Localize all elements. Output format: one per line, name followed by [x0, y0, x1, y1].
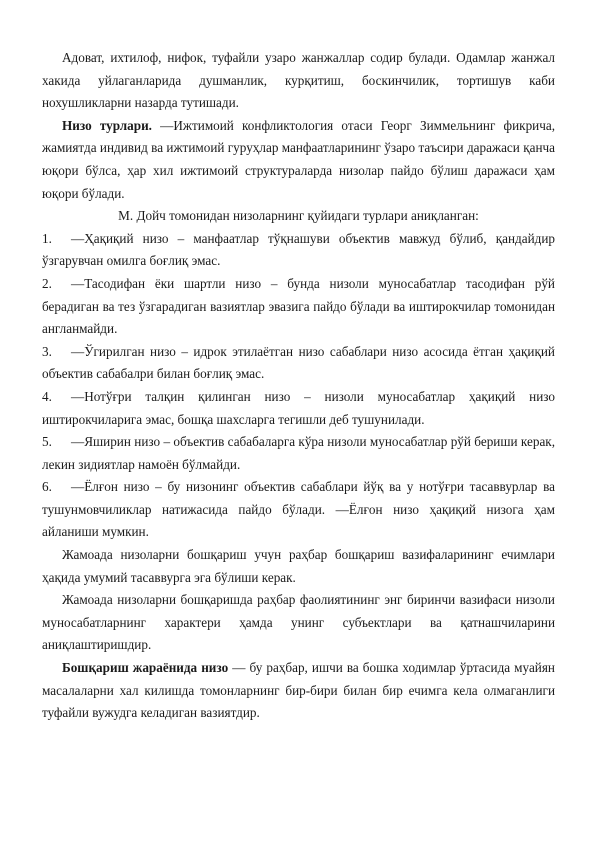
list-item-text: ―Ёлғон низо – бу низонинг объектив сабаблари йўқ ва у нотўғри тасаввурлар ва тушунмовчиликлар натижасида пайдо бўлади. ―Ёлғон низо ҳақиқий низога ҳам айланиши мумкин. — [42, 479, 555, 540]
list-item — [42, 431, 555, 476]
list-item-number: 3. — [42, 343, 52, 359]
list-item — [42, 228, 555, 273]
paragraph-conflict-types — [42, 115, 555, 205]
list-item-text: ―Ҳақиқий низо – манфаатлар тўқнашуви объектив мавжуд бўлиб, қандайдир ўзгарувчан омилга боғлиқ эмас. — [42, 230, 555, 269]
paragraph-leader-first-task: Жамоада низоларни бошқаришда раҳбар фаолиятининг энг биринчи вазифаси низоли муносабатларнинг характери ҳамда унинг субъектлари ва қатнашчиларини аниқлаштиришдир. — [42, 592, 555, 653]
list-item-text: ―Яширин низо – объектив сабабаларга кўра низоли муносабатлар рўй бериши керак, лекин зидиятлар намоён бўлмайди. — [42, 434, 555, 472]
list-item-number: 6. — [42, 479, 52, 495]
list-item-number: 1. — [42, 230, 52, 246]
list-item — [42, 341, 555, 386]
paragraph-deutsch: М. Дойч томонидан низоларнинг қуйидаги турлари аниқланган: — [118, 208, 479, 224]
list-item-text: ―Ўгирилган низо – идрок этилаётган низо сабаблари низо асосида ётган ҳақиқий объектив сабабалри билан боғлиқ эмас. — [42, 343, 555, 382]
list-item-text: ―Нотўғри талқин қилинган низо – низоли муносабатлар ҳақиқий низо иштирокчиларига эмас, бошқа шахсларга тегишли деб тушунилади. — [42, 388, 555, 427]
list-item-number: 4. — [42, 388, 52, 404]
heading-management-conflict: Бошқариш жараёнида низо — [62, 660, 229, 676]
paragraph-management-conflict — [42, 657, 555, 725]
list-item-number: 5. — [42, 434, 52, 450]
list-item — [42, 386, 555, 431]
list-item — [42, 273, 555, 341]
list-item-text: ―Тасодифан ёки шартли низо – бунда низоли муносабатлар тасодифан рўй берадиган ва тез ўзгарадиган вазиятлар эвазига пайдо бўлади ва иштирокчилар томонидан англанмайди. — [42, 275, 555, 337]
paragraph-leader-solutions: Жамоада низоларни бошқариш учун раҳбар бошқариш вазифаларининг ечимлари ҳақида умумий тасаввурга эга бўлиши керак. — [42, 547, 555, 585]
paragraph-management-conflict-body: — бу раҳбар, ишчи ва бошка ходимлар ўртасида муайян масалаларни хал килишда томонларнинг бир-бири билан бир ечимга кела олмаганлиги туфайли вужудга келадиган вазиятдир. — [42, 660, 555, 721]
paragraph-intro: Адоват, ихтилоф, нифок, туфайли узаро жанжаллар содир булади. Одамлар жанжал хакида уйлаганларида душманлик, курқитиш, боскинчилик, тортишув каби нохушликларни назарда тутишади. — [42, 50, 555, 111]
list-item — [42, 476, 555, 544]
paragraph-conflict-types-body: ―Ижтимоий конфликтология отаси Георг Зиммельнинг фикрича, жамиятда индивид ва ижтимоий гуруҳлар манфаатларининг ўзаро таъсири даражаси қанча юқори бўлса, ҳар хил ижтимоий структураларда низолар пайдо бўлиш даражаси ҳам юқори бўлади. — [42, 117, 555, 201]
document-body — [42, 47, 555, 725]
list-item-number: 2. — [42, 275, 52, 291]
heading-conflict-types: Низо турлари. — [62, 117, 152, 133]
